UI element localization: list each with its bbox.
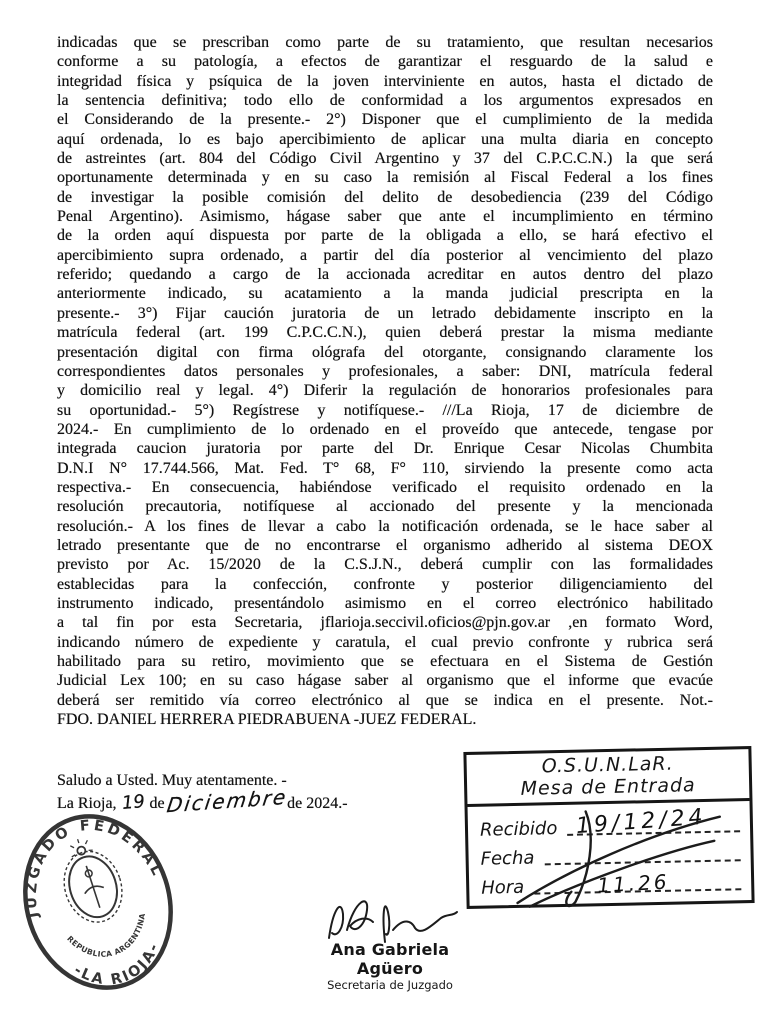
body-line: presentación digital con firma ológrafa del otorgante, consignando claramente los xyxy=(57,343,713,361)
body-line: oportunamente determinada y en su caso la remisión al Fiscal Federal a los fines xyxy=(57,169,713,187)
recibido-label: Recibido xyxy=(479,818,558,841)
handwritten-day: 19 xyxy=(120,791,146,814)
body-line: 2024.- En cumplimiento de lo ordenado en el proveído que antecede, tengase por xyxy=(57,420,713,438)
fecha-label: Fecha xyxy=(480,847,535,870)
date-mid: de xyxy=(149,795,165,812)
entry-stamp-header xyxy=(466,749,749,807)
body-line: de la orden aquí dispuesta por parte de la obligada a ello, se hará efectivo el xyxy=(57,227,713,245)
body-line-signed-fdo: FDO. DANIEL HERRERA PIEDRABUENA -JUEZ FEDERAL. xyxy=(57,711,477,729)
body-line: anteriormente indicado, su acatamiento a la manda judicial prescripta en la xyxy=(57,285,713,303)
body-line: y domicilio real y legal. 4°) Diferir la regulación de honorarios profesionales para xyxy=(57,382,713,400)
body-line: de astreintes (art. 804 del Código Civil Argentino y 37 del C.P.C.C.N.) la que será xyxy=(57,150,713,168)
seal-arc-top-text: JUZGADO FEDERAL xyxy=(23,817,167,920)
date-prefix: La Rioja, xyxy=(57,795,117,812)
salutation-line: Saludo a Usted. Muy atentamente. - xyxy=(57,772,287,789)
body-line: letrado presentante que de no encontrarse el organismo adherido al sistema DEOX xyxy=(57,536,713,554)
body-line: resolución.- A los fines de llevar a cabo la notificación ordenada, se le hace saber al xyxy=(57,517,713,535)
body-line: previsto por Ac. 15/2020 de la C.S.J.N., deberá cumplir con las formalidades xyxy=(57,556,713,574)
body-line: la sentencia definitiva; todo ello de conformidad a los argumentos expresados en xyxy=(57,92,713,110)
body-line: instrumento indicado, presentándolo asimismo en el correo electrónico habilitado xyxy=(57,594,713,612)
body-line: respectiva.- En consecuencia, habiéndose verificado el requisito ordenado en la xyxy=(57,478,713,496)
handwritten-signature xyxy=(315,888,465,946)
date-suffix: de 2024.- xyxy=(287,795,348,812)
body-line: de investigar la posible comisión del delito de desobediencia (239 del Código xyxy=(57,188,713,206)
body-line: D.N.I N° 17.744.566, Mat. Fed. T° 68, F° 110, sirviendo la presente como acta xyxy=(57,459,713,477)
handwritten-hora-value: 11.26 xyxy=(596,869,671,898)
body-line: integrada caucion juratoria por parte del Dr. Enrique Cesar Nicolas Chumbita xyxy=(57,440,713,458)
entry-stamp-title: Mesa de Entrada xyxy=(520,774,696,800)
body-line: conforme a su patología, a efectos de garantizar el resguardo de la salud e xyxy=(57,53,713,71)
secretary-signature-block xyxy=(300,888,480,992)
body-line: indicadas que se prescriban como parte de su tratamiento, que resultan necesarios xyxy=(57,34,713,51)
seal-arc-middle-text: REPUBLICA ARGENTINA xyxy=(65,912,148,959)
body-line: matrícula federal (art. 199 C.P.C.C.N.), quien deberá prestar la misma mediante xyxy=(57,324,713,342)
document-body xyxy=(57,33,713,729)
body-line: correspondientes datos personales y profesionales, a saber: DNI, matrícula federal xyxy=(57,362,713,380)
body-line: indicando número de expediente y caratula, el cual previo confronte y rubrica será xyxy=(57,633,713,651)
body-line: a tal fin por esta Secretaria, jflarioja.seccivil.oficios@pjn.gov.ar ,en formato Word, xyxy=(57,614,713,632)
body-line: resolución precautoria, notifíquese al accionado del presente y la mencionada xyxy=(57,498,713,516)
body-line: apercibimiento supra ordenado, a partir del día posterior al vencimiento del plazo xyxy=(57,246,713,264)
body-line: deberá ser remitido vía correo electrónico al que se indica en el presente. Not.- xyxy=(57,691,713,709)
body-line: su oportunidad.- 5°) Regístrese y notifíquese.- ///La Rioja, 17 de diciembre de xyxy=(57,401,713,419)
body-line: Penal Argentino). Asimismo, hágase saber que ante el incumplimiento en término xyxy=(57,208,713,226)
body-line: Judicial Lex 100; en su caso hágase saber al organismo que el informe que evacúe xyxy=(57,672,713,690)
body-line: habilitado para su retiro, movimiento que se efectuara en el Sistema de Gestión xyxy=(57,653,713,670)
body-line: aquí ordenada, lo es bajo apercibimiento de aplicar una multa diaria en concepto xyxy=(57,130,713,148)
body-line: referido; quedando a cargo de la accionada acreditar en autos dentro del plazo xyxy=(57,266,713,284)
handwritten-recibido-date: 19/12/24 xyxy=(575,804,708,840)
mesa-entrada-stamp-box xyxy=(463,746,754,909)
entry-stamp-org: O.S.U.N.LaR. xyxy=(541,752,674,778)
body-line: presente.- 3°) Fijar caución juratoria de un letrado debidamente inscripto en la xyxy=(57,304,713,322)
body-line: el Considerando de la presente.- 2°) Disponer que el cumplimiento de la medida xyxy=(57,111,713,129)
handwritten-month: Diciembre xyxy=(165,784,289,818)
seal-arc-bottom-text: -LA RIOJA- xyxy=(70,939,164,989)
secretary-role: Secretaria de Juzgado xyxy=(327,978,453,992)
body-line: integridad física y psíquica de la joven interviniente en autos, hasta el dictado de xyxy=(57,72,713,90)
secretary-name: Ana Gabriela Agüero xyxy=(330,940,450,978)
hora-label: Hora xyxy=(481,876,525,899)
juzgado-federal-seal xyxy=(0,782,215,1021)
body-line: establecidas para la confección, confronte y posterior diligenciamiento del xyxy=(57,575,713,593)
